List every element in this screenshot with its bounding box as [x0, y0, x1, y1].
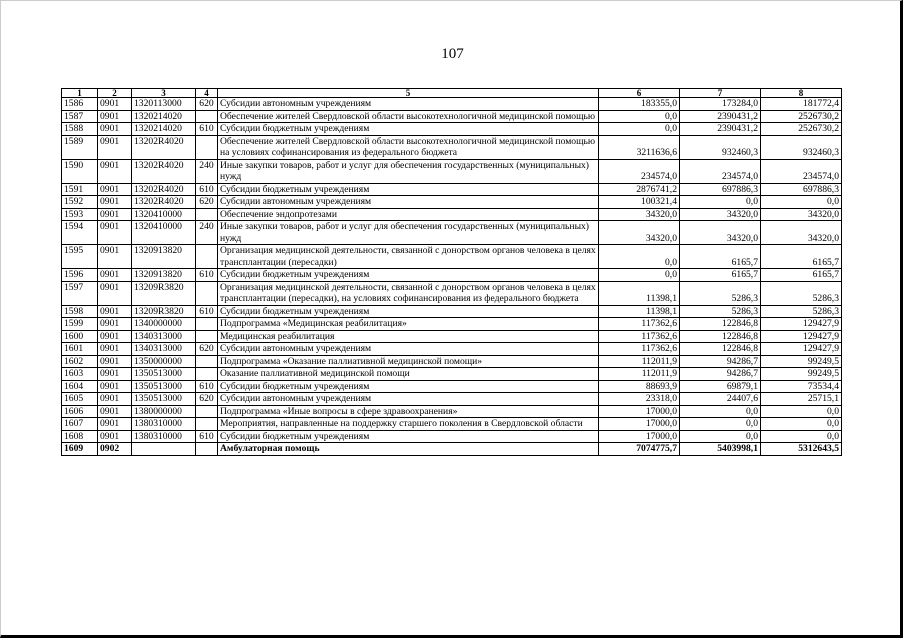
target-code-cell: 1380000000 — [132, 405, 196, 418]
amount-col6-cell: 0,0 — [599, 110, 680, 123]
expense-type-cell: 610 — [196, 123, 218, 136]
section-code-cell: 0901 — [98, 159, 132, 183]
row-number-cell: 1588 — [62, 123, 98, 136]
description-cell: Субсидии автономным учреждениям — [218, 343, 599, 356]
target-code-cell: 13209R3820 — [132, 305, 196, 318]
table-row — [62, 355, 842, 368]
budget-table — [61, 88, 842, 456]
target-code-cell: 1350000000 — [132, 355, 196, 368]
expense-type-cell — [196, 443, 218, 456]
amount-col6-cell: 88693,9 — [599, 380, 680, 393]
amount-col6-cell: 17000,0 — [599, 405, 680, 418]
description-cell: Субсидии автономным учреждениям — [218, 393, 599, 406]
description-cell: Субсидии бюджетным учреждениям — [218, 183, 599, 196]
target-code-cell: 13202R4020 — [132, 159, 196, 183]
expense-type-cell — [196, 418, 218, 431]
row-number-cell: 1605 — [62, 393, 98, 406]
description-cell: Субсидии автономным учреждениям — [218, 196, 599, 209]
amount-col8-cell: 0,0 — [761, 196, 842, 209]
amount-col8-cell: 181772,4 — [761, 98, 842, 111]
amount-col8-cell: 6165,7 — [761, 269, 842, 282]
target-code-cell — [132, 443, 196, 456]
amount-col7-cell: 34320,0 — [680, 208, 761, 221]
row-number-cell: 1595 — [62, 245, 98, 269]
table-header-row — [62, 89, 842, 98]
section-code-cell: 0901 — [98, 355, 132, 368]
amount-col6-cell: 11398,1 — [599, 305, 680, 318]
target-code-cell: 13202R4020 — [132, 183, 196, 196]
expense-type-cell: 620 — [196, 393, 218, 406]
description-cell: Субсидии бюджетным учреждениям — [218, 269, 599, 282]
target-code-cell: 1340313000 — [132, 330, 196, 343]
amount-col7-cell: 6165,7 — [680, 269, 761, 282]
section-code-cell: 0901 — [98, 380, 132, 393]
table-row — [62, 110, 842, 123]
target-code-cell: 1320913820 — [132, 245, 196, 269]
header-cell: 2 — [98, 89, 132, 98]
section-code-cell: 0901 — [98, 269, 132, 282]
target-code-cell: 13202R4020 — [132, 135, 196, 159]
amount-col7-cell: 2390431,2 — [680, 123, 761, 136]
table-row — [62, 159, 842, 183]
page-number: 107 — [441, 46, 464, 62]
table-row — [62, 221, 842, 245]
target-code-cell: 13202R4020 — [132, 196, 196, 209]
section-code-cell: 0901 — [98, 393, 132, 406]
section-code-cell: 0901 — [98, 196, 132, 209]
description-cell: Оказание паллиативной медицинской помощи — [218, 368, 599, 381]
table-row — [62, 269, 842, 282]
amount-col7-cell: 6165,7 — [680, 245, 761, 269]
amount-col8-cell: 234574,0 — [761, 159, 842, 183]
row-number-cell: 1594 — [62, 221, 98, 245]
amount-col8-cell: 5312643,5 — [761, 443, 842, 456]
table-row — [62, 430, 842, 443]
amount-col7-cell: 5286,3 — [680, 305, 761, 318]
target-code-cell: 13209R3820 — [132, 281, 196, 305]
expense-type-cell: 610 — [196, 269, 218, 282]
description-cell: Субсидии автономным учреждениям — [218, 98, 599, 111]
header-cell: 5 — [218, 89, 599, 98]
table-row — [62, 305, 842, 318]
table-row — [62, 208, 842, 221]
amount-col6-cell: 0,0 — [599, 269, 680, 282]
amount-col7-cell: 122846,8 — [680, 330, 761, 343]
row-number-cell: 1600 — [62, 330, 98, 343]
amount-col8-cell: 73534,4 — [761, 380, 842, 393]
expense-type-cell — [196, 368, 218, 381]
row-number-cell: 1593 — [62, 208, 98, 221]
amount-col7-cell: 5403998,1 — [680, 443, 761, 456]
amount-col6-cell: 2876741,2 — [599, 183, 680, 196]
table-row — [62, 443, 842, 456]
target-code-cell: 1340313000 — [132, 343, 196, 356]
row-number-cell: 1592 — [62, 196, 98, 209]
amount-col7-cell: 0,0 — [680, 430, 761, 443]
amount-col7-cell: 2390431,2 — [680, 110, 761, 123]
table-row — [62, 123, 842, 136]
amount-col7-cell: 0,0 — [680, 405, 761, 418]
description-cell: Иные закупки товаров, работ и услуг для обеспечения государственных (муниципальных) нужд — [218, 221, 599, 245]
amount-col7-cell: 69879,1 — [680, 380, 761, 393]
amount-col8-cell: 129427,9 — [761, 318, 842, 331]
amount-col7-cell: 0,0 — [680, 418, 761, 431]
amount-col7-cell: 0,0 — [680, 196, 761, 209]
amount-col6-cell: 7074775,7 — [599, 443, 680, 456]
expense-type-cell: 620 — [196, 343, 218, 356]
amount-col8-cell: 34320,0 — [761, 221, 842, 245]
expense-type-cell: 610 — [196, 380, 218, 393]
amount-col6-cell: 17000,0 — [599, 418, 680, 431]
amount-col6-cell: 34320,0 — [599, 208, 680, 221]
table-row — [62, 135, 842, 159]
amount-col8-cell: 6165,7 — [761, 245, 842, 269]
expense-type-cell — [196, 208, 218, 221]
expense-type-cell: 620 — [196, 196, 218, 209]
row-number-cell: 1609 — [62, 443, 98, 456]
description-cell: Субсидии бюджетным учреждениям — [218, 430, 599, 443]
amount-col6-cell: 11398,1 — [599, 281, 680, 305]
row-number-cell: 1608 — [62, 430, 98, 443]
expense-type-cell: 620 — [196, 98, 218, 111]
row-number-cell: 1589 — [62, 135, 98, 159]
amount-col7-cell: 94286,7 — [680, 368, 761, 381]
row-number-cell: 1606 — [62, 405, 98, 418]
row-number-cell: 1607 — [62, 418, 98, 431]
amount-col8-cell: 0,0 — [761, 418, 842, 431]
description-cell: Обеспечение эндопротезами — [218, 208, 599, 221]
section-code-cell: 0901 — [98, 245, 132, 269]
description-cell: Субсидии бюджетным учреждениям — [218, 380, 599, 393]
row-number-cell: 1601 — [62, 343, 98, 356]
target-code-cell: 1380310000 — [132, 418, 196, 431]
section-code-cell: 0901 — [98, 208, 132, 221]
section-code-cell: 0901 — [98, 221, 132, 245]
expense-type-cell — [196, 318, 218, 331]
section-code-cell: 0901 — [98, 281, 132, 305]
description-cell: Подпрограмма «Иные вопросы в сфере здравоохранения» — [218, 405, 599, 418]
amount-col8-cell: 99249,5 — [761, 368, 842, 381]
amount-col8-cell: 0,0 — [761, 405, 842, 418]
section-code-cell: 0901 — [98, 123, 132, 136]
expense-type-cell — [196, 245, 218, 269]
table-row — [62, 183, 842, 196]
amount-col8-cell: 5286,3 — [761, 305, 842, 318]
description-cell: Организация медицинской деятельности, связанной с донорством органов человека в целях трансплантации (пересадки) — [218, 245, 599, 269]
row-number-cell: 1587 — [62, 110, 98, 123]
target-code-cell: 1320214020 — [132, 123, 196, 136]
header-cell: 7 — [680, 89, 761, 98]
amount-col6-cell: 183355,0 — [599, 98, 680, 111]
amount-col6-cell: 117362,6 — [599, 343, 680, 356]
target-code-cell: 1320913820 — [132, 269, 196, 282]
amount-col6-cell: 100321,4 — [599, 196, 680, 209]
amount-col7-cell: 122846,8 — [680, 318, 761, 331]
amount-col8-cell: 25715,1 — [761, 393, 842, 406]
table-row — [62, 196, 842, 209]
amount-col6-cell: 117362,6 — [599, 330, 680, 343]
amount-col6-cell: 23318,0 — [599, 393, 680, 406]
amount-col7-cell: 122846,8 — [680, 343, 761, 356]
expense-type-cell — [196, 110, 218, 123]
table-row — [62, 330, 842, 343]
description-cell: Субсидии бюджетным учреждениям — [218, 123, 599, 136]
amount-col7-cell: 697886,3 — [680, 183, 761, 196]
header-cell: 1 — [62, 89, 98, 98]
amount-col8-cell: 0,0 — [761, 430, 842, 443]
row-number-cell: 1596 — [62, 269, 98, 282]
section-code-cell: 0901 — [98, 183, 132, 196]
row-number-cell: 1591 — [62, 183, 98, 196]
amount-col6-cell: 117362,6 — [599, 318, 680, 331]
row-number-cell: 1597 — [62, 281, 98, 305]
section-code-cell: 0901 — [98, 330, 132, 343]
row-number-cell: 1590 — [62, 159, 98, 183]
table-row — [62, 393, 842, 406]
amount-col8-cell: 129427,9 — [761, 330, 842, 343]
row-number-cell: 1598 — [62, 305, 98, 318]
amount-col8-cell: 932460,3 — [761, 135, 842, 159]
expense-type-cell — [196, 330, 218, 343]
amount-col8-cell: 2526730,2 — [761, 123, 842, 136]
amount-col8-cell: 99249,5 — [761, 355, 842, 368]
section-code-cell: 0901 — [98, 318, 132, 331]
section-code-cell: 0901 — [98, 368, 132, 381]
description-cell: Мероприятия, направленные на поддержку старшего поколения в Свердловской области — [218, 418, 599, 431]
amount-col6-cell: 234574,0 — [599, 159, 680, 183]
description-cell: Подпрограмма «Медицинская реабилитация» — [218, 318, 599, 331]
target-code-cell: 1340000000 — [132, 318, 196, 331]
amount-col8-cell: 5286,3 — [761, 281, 842, 305]
expense-type-cell — [196, 281, 218, 305]
section-code-cell: 0901 — [98, 98, 132, 111]
section-code-cell: 0901 — [98, 110, 132, 123]
description-cell: Обеспечение жителей Свердловской области высокотехнологичной медицинской помощью — [218, 110, 599, 123]
amount-col8-cell: 129427,9 — [761, 343, 842, 356]
table-body — [62, 98, 842, 456]
description-cell: Обеспечение жителей Свердловской области высокотехнологичной медицинской помощью на условиях софинансирования из федерального бюджета — [218, 135, 599, 159]
section-code-cell: 0902 — [98, 443, 132, 456]
expense-type-cell — [196, 355, 218, 368]
table-row — [62, 245, 842, 269]
target-code-cell: 1320214020 — [132, 110, 196, 123]
target-code-cell: 1320113000 — [132, 98, 196, 111]
target-code-cell: 1380310000 — [132, 430, 196, 443]
target-code-cell: 1350513000 — [132, 368, 196, 381]
section-code-cell: 0901 — [98, 305, 132, 318]
section-code-cell: 0901 — [98, 405, 132, 418]
target-code-cell: 1320410000 — [132, 221, 196, 245]
table-row — [62, 368, 842, 381]
table-row — [62, 418, 842, 431]
amount-col8-cell: 2526730,2 — [761, 110, 842, 123]
table-row — [62, 405, 842, 418]
expense-type-cell — [196, 405, 218, 418]
amount-col7-cell: 34320,0 — [680, 221, 761, 245]
amount-col7-cell: 173284,0 — [680, 98, 761, 111]
header-cell: 8 — [761, 89, 842, 98]
expense-type-cell: 610 — [196, 183, 218, 196]
row-number-cell: 1599 — [62, 318, 98, 331]
amount-col7-cell: 5286,3 — [680, 281, 761, 305]
amount-col7-cell: 24407,6 — [680, 393, 761, 406]
header-cell: 6 — [599, 89, 680, 98]
description-cell: Иные закупки товаров, работ и услуг для обеспечения государственных (муниципальных) нужд — [218, 159, 599, 183]
row-number-cell: 1604 — [62, 380, 98, 393]
expense-type-cell: 610 — [196, 430, 218, 443]
target-code-cell: 1350513000 — [132, 380, 196, 393]
table-row — [62, 318, 842, 331]
description-cell: Подпрограмма «Оказание паллиативной медицинской помощи» — [218, 355, 599, 368]
section-code-cell: 0901 — [98, 343, 132, 356]
expense-type-cell: 610 — [196, 305, 218, 318]
amount-col8-cell: 34320,0 — [761, 208, 842, 221]
row-number-cell: 1602 — [62, 355, 98, 368]
amount-col6-cell: 112011,9 — [599, 368, 680, 381]
amount-col6-cell: 0,0 — [599, 123, 680, 136]
table-row — [62, 343, 842, 356]
description-cell: Амбулаторная помощь — [218, 443, 599, 456]
description-cell: Организация медицинской деятельности, связанной с донорством органов человека в целях трансплантации (пересадки), на условиях софинансирования из федерального бюджета — [218, 281, 599, 305]
expense-type-cell: 240 — [196, 221, 218, 245]
header-cell: 4 — [196, 89, 218, 98]
amount-col6-cell: 112011,9 — [599, 355, 680, 368]
amount-col6-cell: 17000,0 — [599, 430, 680, 443]
table-row — [62, 281, 842, 305]
table-row — [62, 98, 842, 111]
table-row — [62, 380, 842, 393]
target-code-cell: 1350513000 — [132, 393, 196, 406]
amount-col6-cell: 0,0 — [599, 245, 680, 269]
row-number-cell: 1586 — [62, 98, 98, 111]
amount-col7-cell: 932460,3 — [680, 135, 761, 159]
section-code-cell: 0901 — [98, 430, 132, 443]
expense-type-cell — [196, 135, 218, 159]
amount-col7-cell: 94286,7 — [680, 355, 761, 368]
amount-col6-cell: 3211636,6 — [599, 135, 680, 159]
header-cell: 3 — [132, 89, 196, 98]
expense-type-cell: 240 — [196, 159, 218, 183]
target-code-cell: 1320410000 — [132, 208, 196, 221]
section-code-cell: 0901 — [98, 418, 132, 431]
description-cell: Субсидии бюджетным учреждениям — [218, 305, 599, 318]
amount-col6-cell: 34320,0 — [599, 221, 680, 245]
row-number-cell: 1603 — [62, 368, 98, 381]
section-code-cell: 0901 — [98, 135, 132, 159]
description-cell: Медицинская реабилитация — [218, 330, 599, 343]
amount-col7-cell: 234574,0 — [680, 159, 761, 183]
amount-col8-cell: 697886,3 — [761, 183, 842, 196]
